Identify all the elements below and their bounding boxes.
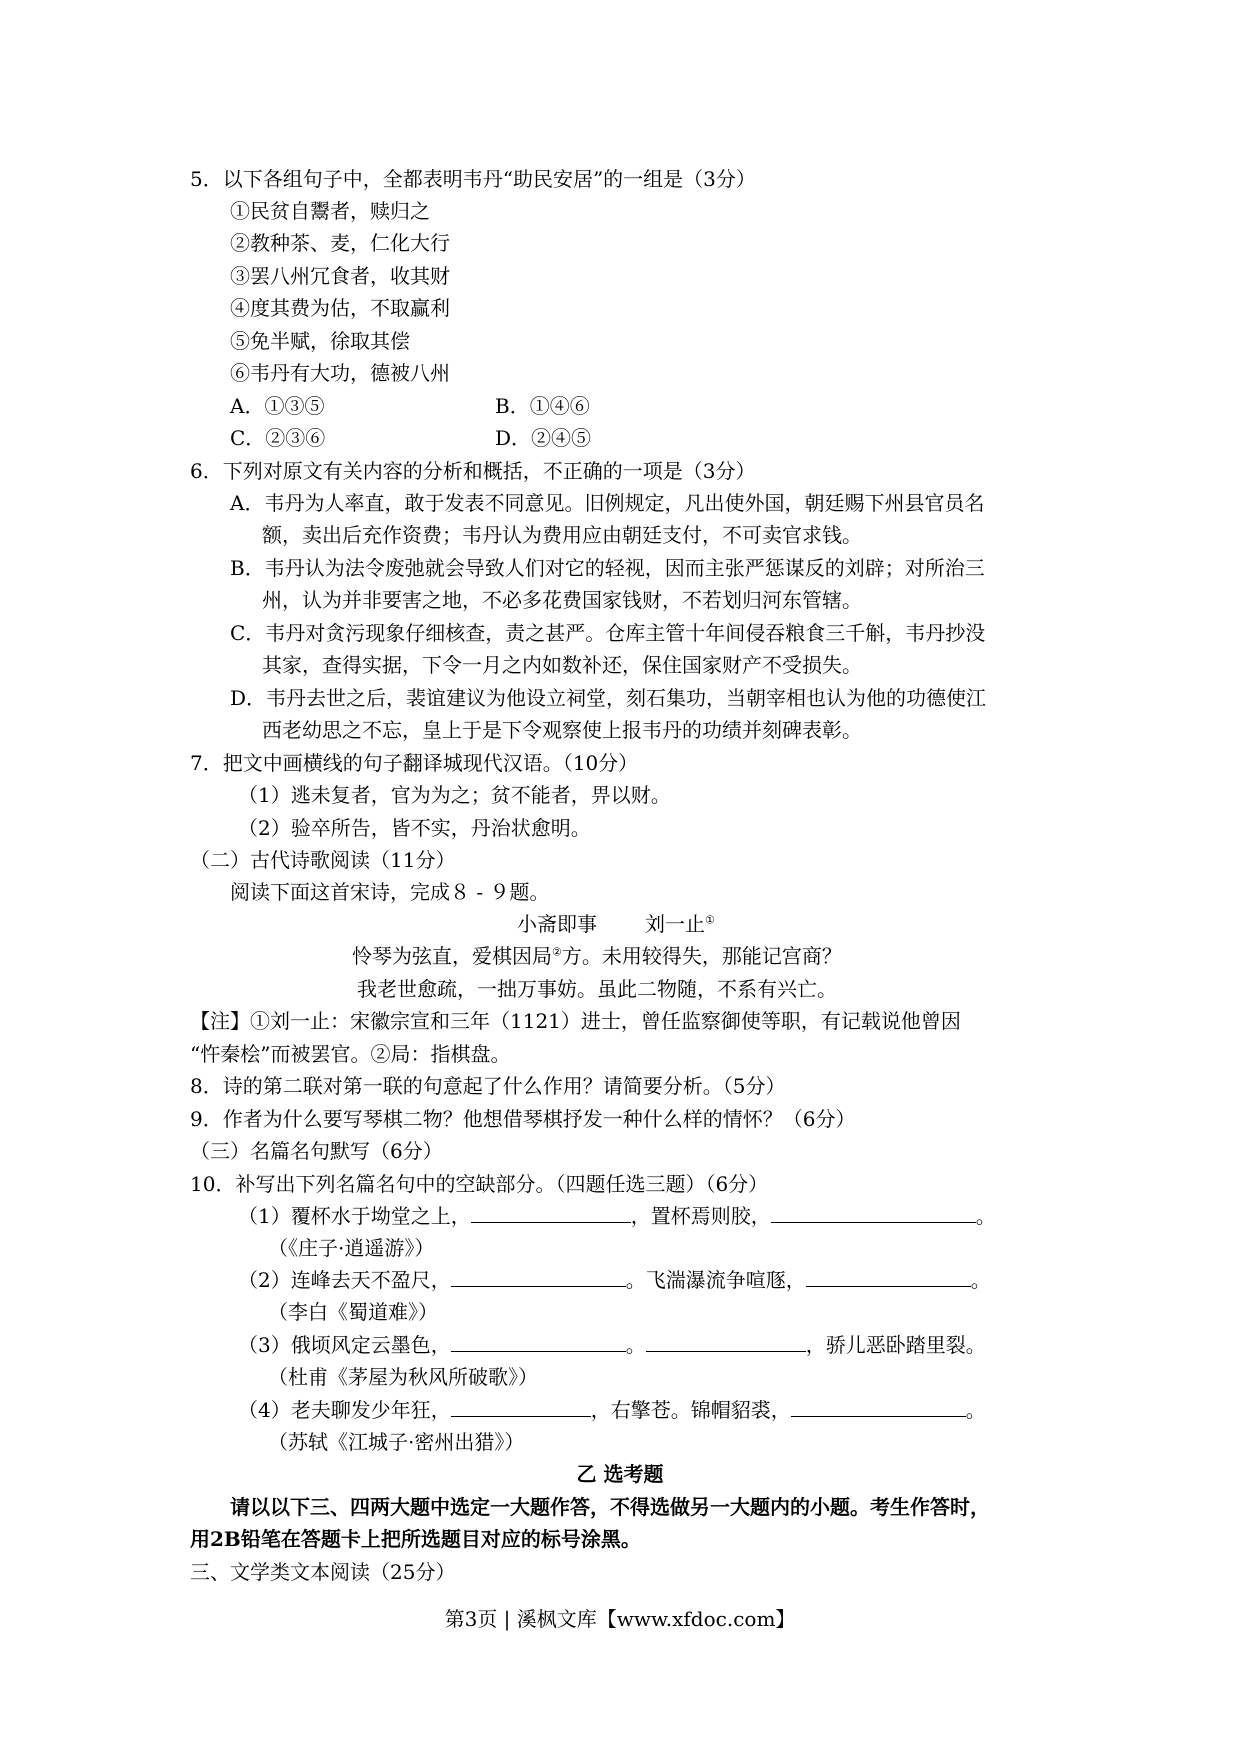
q10-item-3-blank-2[interactable] — [646, 1331, 806, 1352]
q5-option-d: D．②④⑤ — [495, 426, 592, 450]
q10-item-2-source: （李白《蜀道难》） — [268, 1300, 438, 1324]
q6-option-b-line2: 州，认为并非要害之地，不必多花费国家钱财，不若划归河东管辖。 — [262, 588, 862, 612]
section-3-heading: （三）名篇名句默写（6分） — [190, 1139, 443, 1163]
q10-item-3-blank-1[interactable] — [451, 1331, 626, 1352]
q9-stem: 9．作者为什么要写琴棋二物？他想借琴棋抒发一种什么样的情怀？（6分） — [190, 1107, 856, 1131]
q5-item-4: ④度其费为估，不取赢利 — [230, 296, 450, 320]
q10-item-1-blank-2[interactable] — [771, 1202, 976, 1223]
poetry-intro: 阅读下面这首宋诗，完成８ - ９题。 — [230, 880, 550, 904]
q10-item-2: （2）连峰去天不盈尺， 。飞湍瀑流争喧豗， 。 — [238, 1268, 991, 1292]
page-footer: 第3页 | 溪枫文库【www.xfdoc.com】 — [444, 1607, 796, 1631]
q6-option-c-line1: C．韦丹对贪污现象仔细核查，责之甚严。仓库主管十年间侵吞粮食三千斛，韦丹抄没 — [230, 621, 986, 645]
q5-item-6: ⑥韦丹有大功，德被八州 — [230, 361, 450, 385]
poem-line-1-note-mark: ② — [552, 945, 562, 959]
q7-stem: 7．把文中画横线的句子翻译城现代汉语。（10分） — [190, 751, 639, 775]
optional-heading: 乙 选考题 — [576, 1462, 664, 1486]
poem-note-line2: “忤秦桧”而被罢官。②局：指棋盘。 — [190, 1042, 511, 1066]
q10-item-3-source: （杜甫《茅屋为秋风所破歌》） — [268, 1365, 538, 1389]
q6-option-b-line1: B．韦丹认为法令废弛就会导致人们对它的轻视，因而主张严惩谋反的刘辟；对所治三 — [230, 556, 985, 580]
q5-stem: 5．以下各组句子中，全都表明韦丹“助民安居”的一组是（3分） — [190, 167, 756, 191]
q10-item-4-blank-1[interactable] — [451, 1396, 591, 1417]
q10-item-1: （1）覆杯水于坳堂之上， ，置杯焉则胶， 。 — [238, 1204, 996, 1228]
q6-option-a-line1: A．韦丹为人率直，敢于发表不同意见。旧例规定，凡出使外国，朝廷赐下州县官员名 — [230, 491, 985, 515]
poem-line-1: 怜琴为弦直，爱棋因局②方。未用较得失，那能记宫商？ — [352, 944, 842, 968]
q6-option-d-line1: D．韦丹去世之后，裴谊建议为他设立祠堂，刻石集功，当朝宰相也认为他的功德使江 — [230, 686, 987, 710]
q10-item-2-blank-1[interactable] — [451, 1266, 626, 1287]
q10-item-4-blank-2[interactable] — [791, 1396, 966, 1417]
q10-item-2-blank-2[interactable] — [806, 1266, 971, 1287]
optional-instruction-line1: 请以以下三、四两大题中选定一大题作答，不得选做另一大题内的小题。考生作答时， — [230, 1495, 990, 1519]
q10-item-1-blank-1[interactable] — [471, 1202, 631, 1223]
poem-line-2: 我老世愈疏，一拙万事妨。虽此二物随，不系有兴亡。 — [357, 977, 837, 1001]
q5-option-b: B．①④⑥ — [495, 394, 590, 418]
q6-option-c-line2: 其家，查得实据，下令一月之内如数补还，保住国家财产不受损失。 — [262, 653, 862, 677]
q5-item-2: ②教种茶、麦，仁化大行 — [230, 231, 450, 255]
q6-stem: 6．下列对原文有关内容的分析和概括，不正确的一项是（3分） — [190, 459, 756, 483]
q7-sentence-1: （1）逃未复者，官为为之；贫不能者，畀以财。 — [238, 783, 671, 807]
poetry-heading: （二）古代诗歌阅读（11分） — [190, 848, 456, 872]
q5-option-c: C．②③⑥ — [230, 426, 326, 450]
poem-author-note-mark: ① — [705, 913, 715, 927]
poem-author: 刘一止① — [645, 912, 715, 936]
q6-option-a-line2: 额，卖出后充作资费；韦丹认为费用应由朝廷支付，不可卖官求钱。 — [262, 523, 862, 547]
q10-item-4-source: （苏轼《江城子·密州出猎》） — [268, 1430, 525, 1454]
q6-option-d-line2: 西老幼思之不忘，皇上于是下令观察使上报韦丹的功绩并刻碑表彰。 — [262, 718, 862, 742]
q10-item-4: （4）老夫聊发少年狂， ，右擎苍。锦帽貂裘， 。 — [238, 1398, 986, 1422]
q5-item-5: ⑤免半赋，徐取其偿 — [230, 329, 410, 353]
section-three-heading: 三、文学类文本阅读（25分） — [190, 1560, 456, 1584]
q5-item-1: ①民贫自鬻者，赎归之 — [230, 199, 430, 223]
q7-sentence-2: （2）验卒所告，皆不实，丹治状愈明。 — [238, 816, 591, 840]
q8-stem: 8．诗的第二联对第一联的句意起了什么作用？请简要分析。（5分） — [190, 1074, 786, 1098]
optional-instruction-line2: 用2B铅笔在答题卡上把所选题目对应的标号涂黑。 — [190, 1527, 641, 1551]
q10-item-3: （3）俄顷风定云墨色， 。 ，骄儿恶卧踏里裂。 — [238, 1333, 986, 1357]
poem-note-line1: 【注】①刘一止：宋徽宗宣和三年（1121）进士，曾任监察御使等职，有记载说他曾因 — [190, 1009, 961, 1033]
q5-item-3: ③罢八州冗食者，收其财 — [230, 264, 450, 288]
poem-title: 小斋即事 — [517, 912, 597, 936]
q10-stem: 10．补写出下列名篇名句中的空缺部分。（四题任选三题）（6分） — [190, 1172, 769, 1196]
q5-option-a: A．①③⑤ — [230, 394, 325, 418]
q10-item-1-source: （《庄子·逍遥游》） — [268, 1236, 435, 1260]
